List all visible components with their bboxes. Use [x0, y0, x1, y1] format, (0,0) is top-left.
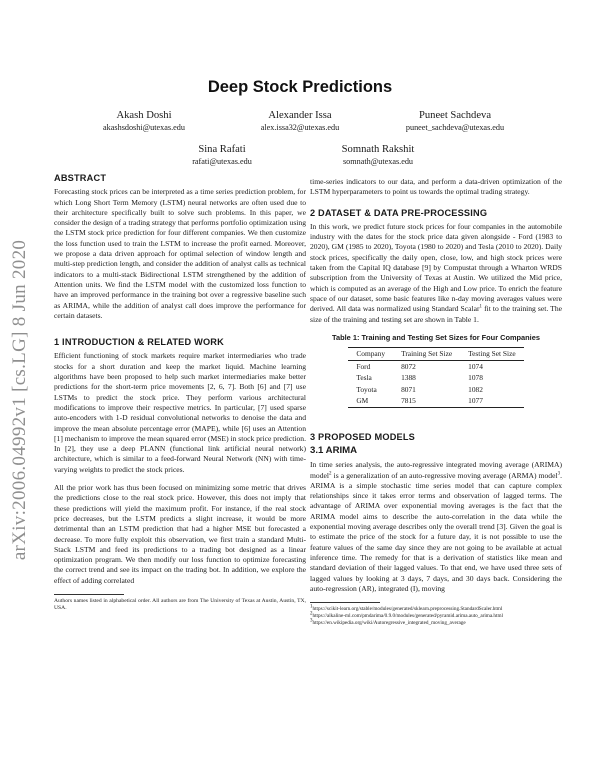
author-name: Somnath Rakshit — [341, 144, 415, 155]
abstract-text: Forecasting stock prices can be interpreted as a time series prediction problem, for which Long Short Term Memory (LSTM) neural networks are often used due to their architecture specifically built to solve such problems. In this paper, we consider the design of a trading strategy that performs portfolio optimization using the LSTM stock price prediction for four different companies. We then customize the loss function used to train the LSTM to increase the profit earned. Moreover, we propose a data driven approach for optimal selection of window length and multi-step prediction length, and consider the addition of analyst calls as technical indicators to a multi-stack Bidirectional LSTM strengthened by the addition of Attention units. We find the LSTM model with the customized loss function to have an improved performance in the training bot over a regressive baseline such as ARIMA, while the addition of analyst call does improve the performance for certain datasets. — [54, 187, 306, 320]
author-email[interactable]: akashsdoshi@utexas.edu — [103, 123, 185, 132]
section3-paragraph — [310, 460, 562, 594]
right-column — [310, 177, 562, 627]
author-name: Sina Rafati — [198, 144, 246, 155]
abstract-heading: ABSTRACT — [54, 173, 107, 183]
table-row — [348, 373, 523, 384]
footnote-url[interactable]: https://scikit-learn.org/stable/modules/generated/sklearn.preprocessing.StandardScaler.html — [312, 606, 503, 613]
author-footnote: Authors names listed in alphabetical order. All authors are from The University of Texas at Austin, Austin, TX, USA. — [54, 597, 306, 611]
section2-heading: 2 DATASET & DATA PRE-PROCESSING — [310, 207, 488, 218]
table-header: Company — [348, 348, 393, 361]
author-email[interactable]: somnath@utexas.edu — [342, 157, 414, 166]
table-cell: Toyota — [356, 384, 377, 394]
author-5 — [278, 143, 478, 167]
table-cell: 8072 — [401, 361, 416, 371]
table-cell: Tesla — [356, 373, 372, 383]
subsection-3-1-heading: 3.1 ARIMA — [310, 444, 358, 456]
table1-caption: Table 1: Training and Testing Set Sizes for Four Companies — [332, 332, 540, 342]
section2-paragraph — [310, 222, 562, 325]
arxiv-stamp-text: arXiv:2006.04992v1 [cs.LG] 8 Jun 2020 — [9, 239, 30, 561]
section1-paragraph-2: All the prior work has thus been focused on minimizing some metric that drives the predictions close to the real stock price. However, this does not imply that these predictions will yield the maximum profit. For instance, if the real stock price decreases, but the LSTM predicts a slight increase, it would be more detrimental than an LSTM prediction that had a higher MSE but forecasted a decrease. To more fully exploit this observation, we first train a standard Multi-Stack LSTM and feed its predictions to a trading bot designed as a linear optimization program. We then modify our loss function to optimize forecasting the correct trend and see its impact on the trading bot. In addition, we explore the effect of adding correlated — [54, 483, 306, 585]
section3-text-b: is a generalization of an auto-regressive moving average (ARMA) model — [331, 470, 558, 480]
table-header: Training Set Size — [393, 348, 460, 361]
arxiv-stamp — [6, 200, 34, 600]
section3-heading: 3 PROPOSED MODELS — [310, 431, 415, 442]
table-cell: GM — [348, 395, 393, 407]
table-header-row — [348, 348, 523, 361]
footnote-marker[interactable]: 3 — [557, 471, 561, 476]
table-row — [348, 384, 523, 395]
table-cell: Ford — [356, 361, 371, 371]
table-cell: 1082 — [468, 384, 483, 394]
footnote-3: $^3$https://en.wikipedia.org/wiki/Autoregressive_integrated_moving_average — [310, 618, 466, 627]
table-header: Testing Set Size — [460, 348, 524, 361]
table-cell: 8071 — [401, 384, 416, 394]
table-row — [348, 395, 523, 407]
section1-heading: 1 INTRODUCTION & RELATED WORK — [54, 337, 224, 348]
table-cell: 1078 — [468, 373, 483, 383]
footnote-1: $^1$https://scikit-learn.org/stable/modules/generated/sklearn.preprocessing.StandardScaler.html — [310, 604, 503, 613]
section1-paragraph-1: Efficient functioning of stock markets require market intermediaries who trade stocks for a short duration and keep the market liquid. Machine learning algorithms have been proposed to help such market intermediaries make better predictions for the short-term price movements [2, 6, 7]. Both [6] and [7] use LSTMs to predict the stock price. They perform various architectural modifications to improve their respective metrics. In particular, [7] used sparse auto-encoders with 1-D residual convolutional networks to denoise the data and improve the mean absolute percentage error (MAPE), while [6] uses an Attention [1] mechanism to improve the mean squared error (MSE) in stock price prediction. In [2], they use a deep PLANN (functional link artificial neural network) architecture, which is similar to a feed-forward Neural Network (NN) with time-varying weights to predict the stock prices. — [54, 351, 306, 474]
table1 — [348, 347, 523, 407]
table-cell: 1074 — [468, 361, 483, 371]
paper-title: Deep Stock Predictions — [207, 78, 393, 96]
footnote-url[interactable]: https://en.wikipedia.org/wiki/Autoregressive_integrated_moving_average — [312, 620, 466, 627]
author-name: Alexander Issa — [268, 110, 332, 121]
table-cell: 7815 — [393, 395, 460, 407]
table-cell: 1077 — [460, 395, 524, 407]
section2-text-a: In this work, we predict future stock prices for four companies in the automobile industry with the dates for the stock price data given alongside - Ford (1983 to 2020), GM (1985 to 2020), Toyota (1980 to 2020) and Tesla (2010 to 2020). Daily stock prices, specifically the daily open, close, low, and high stock prices were taken from the Capital IQ database [9] by Compustat through a Wharton WRDS subscription from the University of Texas at Austin. We utilized the Mid price, which is computed as an average of the High and Low price. To enrich the feature space of our dataset, some basic features like n-day moving averages values were derived. All data was normalized using Standard Scalar — [310, 221, 562, 314]
footnote-2: $^2$https://alkaline-ml.com/pmdarima/0.9.0/modules/generated/pyramid.arima.auto_arima.html — [310, 611, 503, 620]
author-name: Puneet Sachdeva — [418, 110, 492, 121]
left-column — [54, 171, 306, 612]
author-name: Akash Doshi — [116, 110, 172, 121]
section2-text-b: fit to the training set. The size of the training and testing set are shown in Table 1. — [310, 304, 562, 324]
table-row — [348, 361, 523, 373]
section3-text-a: In time series analysis, the auto-regressive integrated moving average (ARIMA) model — [310, 460, 562, 480]
author-email[interactable]: alex.issa32@utexas.edu — [260, 123, 340, 132]
section1-continued: time-series indicators to our data, and perform a data-driven optimization of the LSTM hyperparameters to point us towards the optimal trading strategy. — [310, 177, 562, 197]
footnote-marker[interactable]: 1 — [479, 304, 482, 310]
table-cell: 1388 — [401, 373, 416, 383]
author-email[interactable]: rafati@utexas.edu — [192, 157, 252, 166]
footnote-url[interactable]: https://alkaline-ml.com/pmdarima/0.9.0/modules/generated/pyramid.arima.auto_arima.html — [312, 613, 503, 620]
section3-text-c: . ARIMA is a simple stochastic time series model that can capture complex relationships since it takes error terms and observation of lagged terms. The advantage of ARIMA over exponential moving averages is the fact that the ARIMA model aims to describe the auto-correlation in the data while the exponential moving average describes only the overall trend [3]. Given the goal is to estimate the price of the stock for a future day, it is not possible to use the feature values of the same day since they are not going to be available at actual inference time. The remedy for that is a derivation of statistics like mean and standard deviation of their lagged values. To that end, we have used three sets of lagged values by looking at 3 days, 7 days, and 30 days back. Considering the auto-regression (AR), integrated (I), moving — [310, 470, 562, 593]
footnote-marker[interactable]: 2 — [328, 471, 332, 476]
footnote-rule — [54, 594, 124, 595]
footnote-rule — [310, 602, 380, 603]
author-3 — [355, 109, 555, 133]
author-email[interactable]: puneet_sachdeva@utexas.edu — [405, 123, 505, 132]
